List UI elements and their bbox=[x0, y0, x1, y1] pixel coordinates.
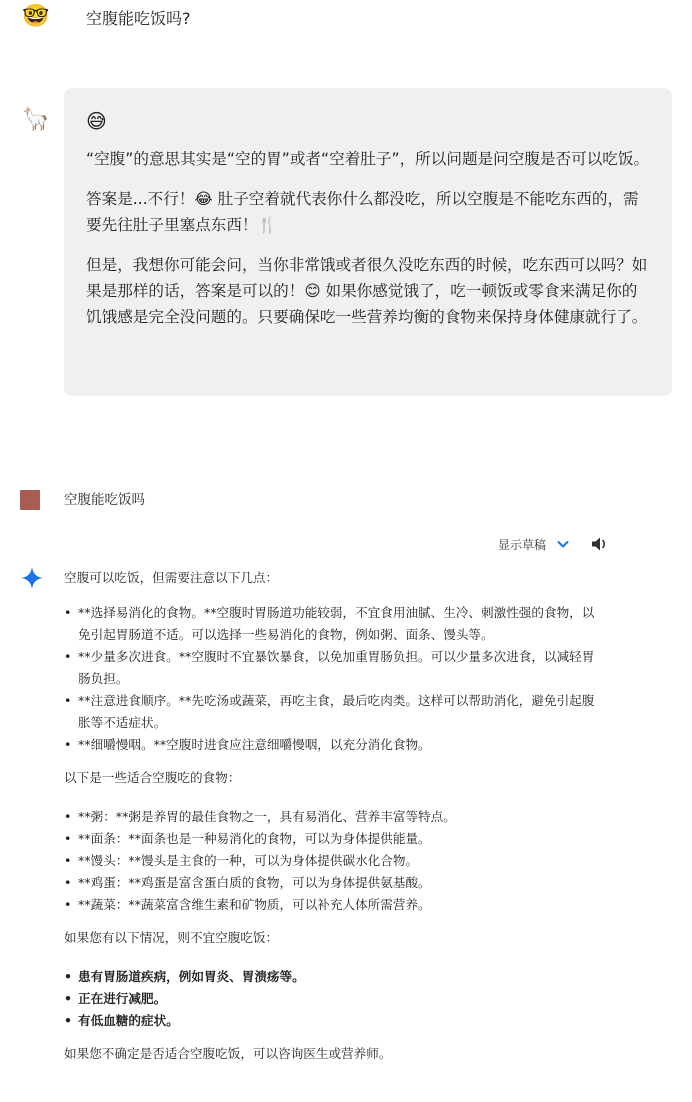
bot-avatar: 🦙 bbox=[22, 107, 50, 132]
foods-list bbox=[64, 806, 604, 916]
list-item: • 正在进行减肥。 bbox=[64, 988, 604, 1010]
closing-note: 如果您不确定是否适合空腹吃饭，可以咨询医生或营养师。 bbox=[64, 1046, 392, 1061]
list-item: • 患有胃肠道疾病，例如胃炎、胃溃疡等。 bbox=[64, 966, 604, 988]
answer-paragraph: “空腹”的意思其实是“空的胃”或者“空着肚子”，所以问题是问空腹是否可以吃饭。 bbox=[86, 150, 650, 168]
gemini-answer bbox=[64, 568, 604, 1064]
speaker-icon[interactable] bbox=[590, 535, 610, 553]
list-item: • **细嚼慢咽。**空腹时进食应注意细嚼慢咽，以充分消化食物。 bbox=[64, 734, 604, 756]
caution-list bbox=[64, 966, 604, 1032]
answer-emoji: 😅 bbox=[86, 109, 107, 133]
user-avatar: 🤓 bbox=[22, 4, 50, 29]
list-item: • **馒头：**馒头是主食的一种，可以为身体提供碳水化合物。 bbox=[64, 850, 604, 872]
chevron-down-icon[interactable] bbox=[555, 536, 571, 552]
tips-list bbox=[64, 602, 604, 756]
bot-answer-bubble bbox=[64, 88, 672, 396]
list-item: • **面条：**面条也是一种易消化的食物，可以为身体提供能量。 bbox=[64, 828, 604, 850]
answer-paragraph: 但是，我想你可能会问，当你非常饿或者很久没吃东西的时候，吃东西可以吗？如果是那样的话，答案是可以的！😊 如果你感觉饿了，吃一顿饭或零食来满足你的饥饿感是完全没问题的。只要确保吃一些营养均衡的食物来保持身体健康就行了。 bbox=[86, 256, 648, 326]
user-question: 空腹能吃饭吗? bbox=[86, 9, 191, 28]
list-item: • **粥：**粥是养胃的最佳食物之一，具有易消化、营养丰富等特点。 bbox=[64, 806, 604, 828]
answer-intro: 空腹可以吃饭，但需要注意以下几点： bbox=[64, 570, 279, 585]
user-question: 空腹能吃饭吗 bbox=[64, 492, 145, 508]
list-item: • 有低血糖的症状。 bbox=[64, 1010, 604, 1032]
answer-paragraph: 答案是...不行！😂 肚子空着就代表你什么都没吃，所以空腹是不能吃东西的，需要先往肚子里塞点东西！🍴 bbox=[86, 190, 639, 234]
list-item: • **注意进食顺序。**先吃汤或蔬菜，再吃主食，最后吃肉类。这样可以帮助消化，避免引起腹胀等不适症状。 bbox=[64, 690, 604, 734]
list-item: • **少量多次进食。**空腹时不宜暴饮暴食，以免加重胃肠负担。可以少量多次进食，以减轻胃肠负担。 bbox=[64, 646, 604, 690]
list-item: • **选择易消化的食物。**空腹时胃肠道功能较弱，不宜食用油腻、生冷、刺激性强的食物，以免引起胃肠道不适。可以选择一些易消化的食物，例如粥、面条、馒头等。 bbox=[64, 602, 604, 646]
list-item: • **蔬菜：**蔬菜富含维生素和矿物质，可以补充人体所需营养。 bbox=[64, 894, 604, 916]
caution-intro: 如果您有以下情况，则不宜空腹吃饭： bbox=[64, 930, 279, 945]
list-item: • **鸡蛋：**鸡蛋是富含蛋白质的食物，可以为身体提供氨基酸。 bbox=[64, 872, 604, 894]
user-avatar bbox=[20, 490, 40, 510]
gemini-sparkle-icon bbox=[20, 566, 44, 590]
show-drafts-button[interactable]: 显示草稿 bbox=[498, 538, 547, 552]
foods-intro: 以下是一些适合空腹吃的食物： bbox=[64, 770, 241, 785]
